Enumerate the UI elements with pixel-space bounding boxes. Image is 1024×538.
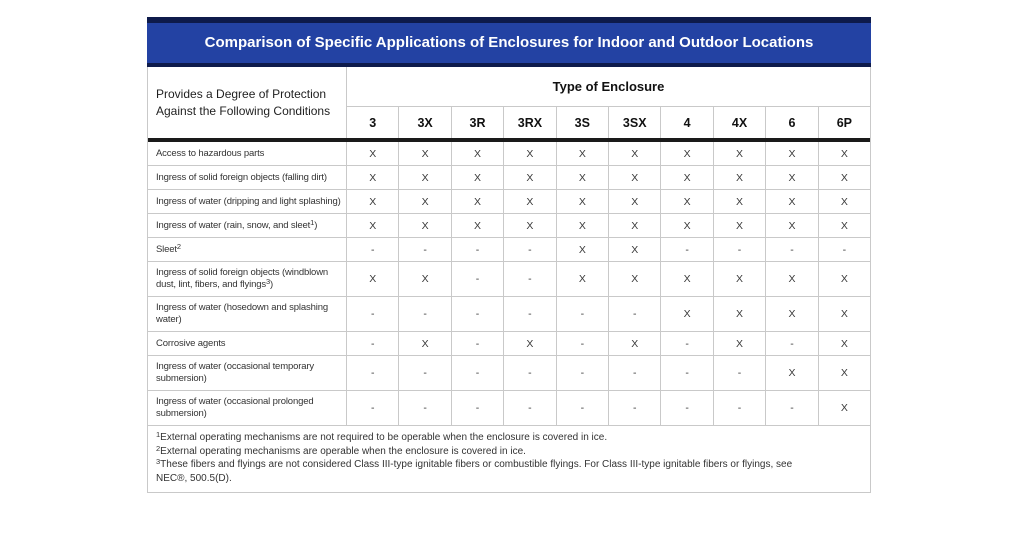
value-cell: X bbox=[840, 308, 848, 320]
value-cell: - bbox=[661, 391, 713, 425]
table-row bbox=[148, 391, 870, 426]
footnote-marker: 3 bbox=[156, 457, 161, 466]
value-cell: - bbox=[557, 332, 609, 355]
table-row bbox=[148, 238, 870, 262]
value-cell: X bbox=[840, 195, 848, 208]
value-cell: - bbox=[714, 391, 766, 425]
column-header-3R: 3R bbox=[452, 107, 504, 138]
value-cell: X bbox=[557, 262, 609, 296]
row-label-text: Ingress of water (hosedown and splashing water) bbox=[156, 302, 328, 325]
value-cell: - bbox=[609, 356, 661, 390]
value-cell: - bbox=[557, 356, 609, 390]
value-cell: X bbox=[609, 332, 661, 355]
value-cell: X bbox=[399, 166, 451, 189]
value-cell: - bbox=[661, 356, 713, 390]
value-cell: - bbox=[452, 297, 504, 331]
value-cell: - bbox=[452, 391, 504, 425]
value-cell: X bbox=[661, 262, 713, 296]
value-cell: X bbox=[714, 214, 766, 237]
value-cell: X bbox=[714, 297, 766, 331]
row-label-text: Ingress of water (dripping and light splashing) bbox=[156, 195, 341, 207]
footnote bbox=[156, 445, 811, 459]
value-cell: X bbox=[557, 142, 609, 165]
value-cell: X bbox=[766, 142, 818, 165]
value-cell: X bbox=[452, 190, 504, 213]
footnote-text: External operating mechanisms are not required to be operable when the enclosure is covered in ice. bbox=[160, 432, 608, 443]
value-cell: X bbox=[609, 262, 661, 296]
row-cells bbox=[347, 190, 870, 213]
value-cell: X bbox=[347, 142, 399, 165]
value-cell: X bbox=[661, 142, 713, 165]
value-cell: - bbox=[399, 391, 451, 425]
row-label-text: Corrosive agents bbox=[156, 337, 226, 349]
value-cell: X bbox=[840, 171, 848, 184]
value-cell: X bbox=[399, 332, 451, 355]
footnote-marker: 3 bbox=[265, 277, 270, 286]
footnote-marker: 2 bbox=[176, 241, 181, 251]
value-cell: X bbox=[557, 238, 609, 261]
table-row bbox=[148, 214, 870, 238]
table-row bbox=[148, 166, 870, 190]
table-row bbox=[148, 142, 870, 166]
value-cell: - bbox=[399, 238, 451, 261]
type-of-enclosure-header: Type of Enclosure bbox=[347, 67, 870, 107]
row-label bbox=[148, 214, 347, 237]
value-cell: - bbox=[452, 238, 504, 261]
value-cell: - bbox=[452, 262, 504, 296]
value-cell: X bbox=[609, 142, 661, 165]
row-label-text: Sleet bbox=[156, 243, 177, 255]
table-title: Comparison of Specific Applications of Enclosures for Indoor and Outdoor Locations bbox=[147, 17, 871, 67]
column-header-3S: 3S bbox=[557, 107, 609, 138]
footnote-text: External operating mechanisms are operable when the enclosure is covered in ice. bbox=[160, 445, 526, 457]
row-label-text: Ingress of water (occasional prolonged submersion) bbox=[156, 396, 314, 419]
value-cell: X bbox=[714, 262, 766, 296]
value-cell: X bbox=[452, 166, 504, 189]
value-cell: - bbox=[557, 297, 609, 331]
column-header-4: 4 bbox=[661, 107, 713, 138]
row-label bbox=[148, 262, 347, 296]
row-cells bbox=[347, 142, 870, 165]
value-cell: - bbox=[347, 332, 399, 355]
value-cell: X bbox=[840, 219, 848, 232]
value-cell: - bbox=[504, 238, 556, 261]
column-header-3SX: 3SX bbox=[609, 107, 661, 138]
table-row bbox=[148, 190, 870, 214]
column-header-6P: 6P bbox=[836, 115, 852, 130]
row-cells bbox=[347, 238, 870, 261]
value-cell: X bbox=[557, 166, 609, 189]
value-cell: - bbox=[504, 297, 556, 331]
column-headers bbox=[347, 107, 870, 138]
value-cell: X bbox=[840, 337, 848, 350]
value-cell: X bbox=[504, 332, 556, 355]
row-label-text: Access to hazardous parts bbox=[156, 147, 265, 159]
value-cell: - bbox=[347, 238, 399, 261]
value-cell: - bbox=[347, 297, 399, 331]
footnote-marker: 1 bbox=[156, 430, 161, 439]
enclosure-header-group bbox=[347, 67, 870, 138]
row-label bbox=[148, 142, 347, 165]
footnote bbox=[156, 458, 811, 485]
column-header-3RX: 3RX bbox=[504, 107, 556, 138]
value-cell: X bbox=[504, 166, 556, 189]
value-cell: - bbox=[399, 297, 451, 331]
value-cell: X bbox=[557, 190, 609, 213]
value-cell: X bbox=[452, 214, 504, 237]
row-label bbox=[148, 356, 347, 390]
row-label bbox=[148, 238, 347, 261]
value-cell: - bbox=[842, 243, 847, 256]
footnote-marker: 1 bbox=[310, 217, 315, 227]
table-rows bbox=[148, 142, 870, 426]
row-cells bbox=[347, 166, 870, 189]
value-cell: X bbox=[399, 214, 451, 237]
value-cell: X bbox=[714, 166, 766, 189]
row-label bbox=[148, 190, 347, 213]
value-cell: X bbox=[766, 214, 818, 237]
row-label-text: Ingress of solid foreign objects (falling dirt) bbox=[156, 171, 327, 183]
value-cell: X bbox=[766, 190, 818, 213]
column-header-3X: 3X bbox=[399, 107, 451, 138]
row-cells bbox=[347, 297, 870, 331]
value-cell: X bbox=[766, 297, 818, 331]
row-cells bbox=[347, 262, 870, 296]
value-cell: X bbox=[661, 297, 713, 331]
value-cell: X bbox=[840, 273, 848, 285]
value-cell: X bbox=[609, 166, 661, 189]
column-header-3: 3 bbox=[347, 107, 399, 138]
value-cell: - bbox=[504, 262, 556, 296]
value-cell: - bbox=[661, 332, 713, 355]
table-row bbox=[148, 332, 870, 356]
value-cell: - bbox=[766, 238, 818, 261]
footnote-marker: 2 bbox=[156, 443, 161, 453]
value-cell: X bbox=[347, 214, 399, 237]
value-cell: - bbox=[452, 356, 504, 390]
value-cell: - bbox=[766, 391, 818, 425]
value-cell: - bbox=[766, 332, 818, 355]
value-cell: X bbox=[766, 166, 818, 189]
row-label bbox=[148, 297, 347, 331]
value-cell: - bbox=[609, 391, 661, 425]
value-cell: X bbox=[399, 190, 451, 213]
row-label bbox=[148, 391, 347, 425]
column-header-6: 6 bbox=[766, 107, 818, 138]
value-cell: - bbox=[452, 332, 504, 355]
value-cell: - bbox=[661, 238, 713, 261]
table-body bbox=[147, 67, 871, 493]
footnotes bbox=[148, 426, 870, 493]
value-cell: X bbox=[766, 262, 818, 296]
row-label-text: Ingress of water (occasional temporary submersion) bbox=[156, 361, 314, 384]
value-cell: X bbox=[399, 262, 451, 296]
enclosure-comparison-table bbox=[147, 17, 871, 493]
value-cell: X bbox=[840, 402, 848, 414]
value-cell: X bbox=[504, 190, 556, 213]
value-cell: X bbox=[661, 166, 713, 189]
row-label-text: ) bbox=[314, 219, 318, 231]
value-cell: - bbox=[504, 391, 556, 425]
value-cell: X bbox=[504, 142, 556, 165]
value-cell: - bbox=[714, 238, 766, 261]
value-cell: X bbox=[557, 214, 609, 237]
value-cell: X bbox=[399, 142, 451, 165]
conditions-header: Provides a Degree of Protection Against the Following Conditions bbox=[148, 67, 347, 138]
value-cell: - bbox=[609, 297, 661, 331]
footnote bbox=[156, 431, 811, 445]
footnote-text: These fibers and flyings are not considered Class III-type ignitable fibers or combustible flyings. For Class III-type ignitable fibers or flyings, see NEC®, 500.5(D). bbox=[156, 459, 793, 484]
value-cell: X bbox=[347, 166, 399, 189]
value-cell: X bbox=[840, 367, 848, 379]
value-cell: X bbox=[661, 214, 713, 237]
table-row bbox=[148, 297, 870, 332]
row-label-text: ) bbox=[269, 279, 273, 290]
value-cell: - bbox=[714, 356, 766, 390]
row-cells bbox=[347, 214, 870, 237]
value-cell: X bbox=[714, 142, 766, 165]
value-cell: X bbox=[347, 190, 399, 213]
value-cell: - bbox=[557, 391, 609, 425]
value-cell: X bbox=[452, 142, 504, 165]
column-header-4X: 4X bbox=[714, 107, 766, 138]
value-cell: X bbox=[609, 214, 661, 237]
value-cell: - bbox=[347, 391, 399, 425]
value-cell: - bbox=[347, 356, 399, 390]
table-row bbox=[148, 262, 870, 297]
value-cell: X bbox=[714, 332, 766, 355]
value-cell: X bbox=[347, 262, 399, 296]
row-cells bbox=[347, 332, 870, 355]
row-cells bbox=[347, 391, 870, 425]
row-label-text: Ingress of solid foreign objects (windblown dust, lint, fibers, and flyings bbox=[156, 267, 329, 290]
table-row bbox=[148, 356, 870, 391]
value-cell: X bbox=[609, 190, 661, 213]
row-label bbox=[148, 332, 347, 355]
value-cell: X bbox=[661, 190, 713, 213]
value-cell: X bbox=[766, 356, 818, 390]
value-cell: X bbox=[840, 147, 848, 160]
value-cell: X bbox=[714, 190, 766, 213]
value-cell: - bbox=[399, 356, 451, 390]
row-label-text: Ingress of water (rain, snow, and sleet bbox=[156, 219, 311, 231]
value-cell: X bbox=[504, 214, 556, 237]
value-cell: - bbox=[504, 356, 556, 390]
table-header bbox=[148, 67, 870, 142]
row-cells bbox=[347, 356, 870, 390]
value-cell: X bbox=[609, 238, 661, 261]
row-label bbox=[148, 166, 347, 189]
